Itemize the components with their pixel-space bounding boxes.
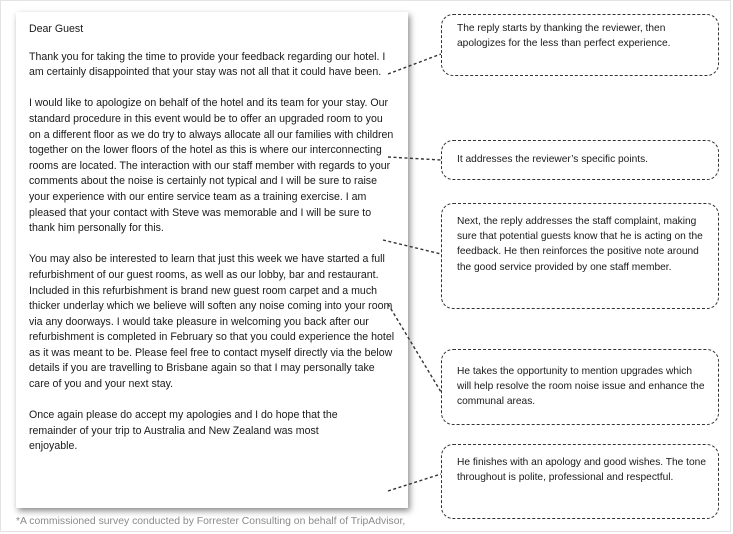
callout-closing-tone: He finishes with an apology and good wishes. The tone throughout is polite, professional and respectful. — [441, 444, 719, 519]
callout-staff-complaint: Next, the reply addresses the staff complaint, making sure that potential guests know that he is acting on the feedback. He then reinforces the positive note around the good service provided by one staff member. — [441, 203, 719, 309]
letter-greeting: Dear Guest — [29, 23, 84, 35]
footnote: *A commissioned survey conducted by Forrester Consulting on behalf of TripAdvisor, — [16, 516, 406, 527]
letter-paragraph-apology: I would like to apologize on behalf of the hotel and its team for your stay. Our standard procedure in this event would be to offer an upgraded room to you on a different floor as we do try to always allocate all our families with children together on the lower floors of the hotel as this is where our interconnecting rooms are located. The interaction with our staff member with regards to your comments about the noise is certainly not typical and I will be sure to raise your experience with our entire service team as a training exercise. I am pleased that your contact with Steve was memorable and I will be sure to thank him personally for this. — [29, 97, 394, 235]
letter-paragraph-thanks: Thank you for taking the time to provide your feedback regarding our hotel. I am certainly disappointed that your stay was not all that it could have been. — [29, 50, 386, 79]
callout-upgrades: He takes the opportunity to mention upgrades which will help resolve the room noise issue and enhance the communal areas. — [441, 349, 719, 425]
letter-paragraph-refurbishment: You may also be interested to learn that just this week we have started a full refurbishment of our guest rooms, as well as our lobby, bar and restaurant. Included in this refurbishment is brand new guest room carpet and a much thicker underlay which we believe will soften any noise coming into your room via any doorways. I would take pleasure in welcoming you back after our refurbishment is completed in February so that you could experience the hotel as it was meant to be. Please feel free to contact myself directly via the below details if you are travelling to Brisbane again so that I may personally take care of you and your next stay. — [29, 253, 395, 391]
letter-paragraph-closing: Once again please do accept my apologies and I do hope that the remainder of your trip to Australia and New Zealand was most enjoyable. — [29, 409, 338, 453]
callout-thanks: The reply starts by thanking the reviewer, then apologizes for the less than perfect experience. — [441, 14, 719, 76]
reply-letter — [16, 12, 408, 508]
callout-specific-points: It addresses the reviewer’s specific points. — [441, 140, 719, 180]
